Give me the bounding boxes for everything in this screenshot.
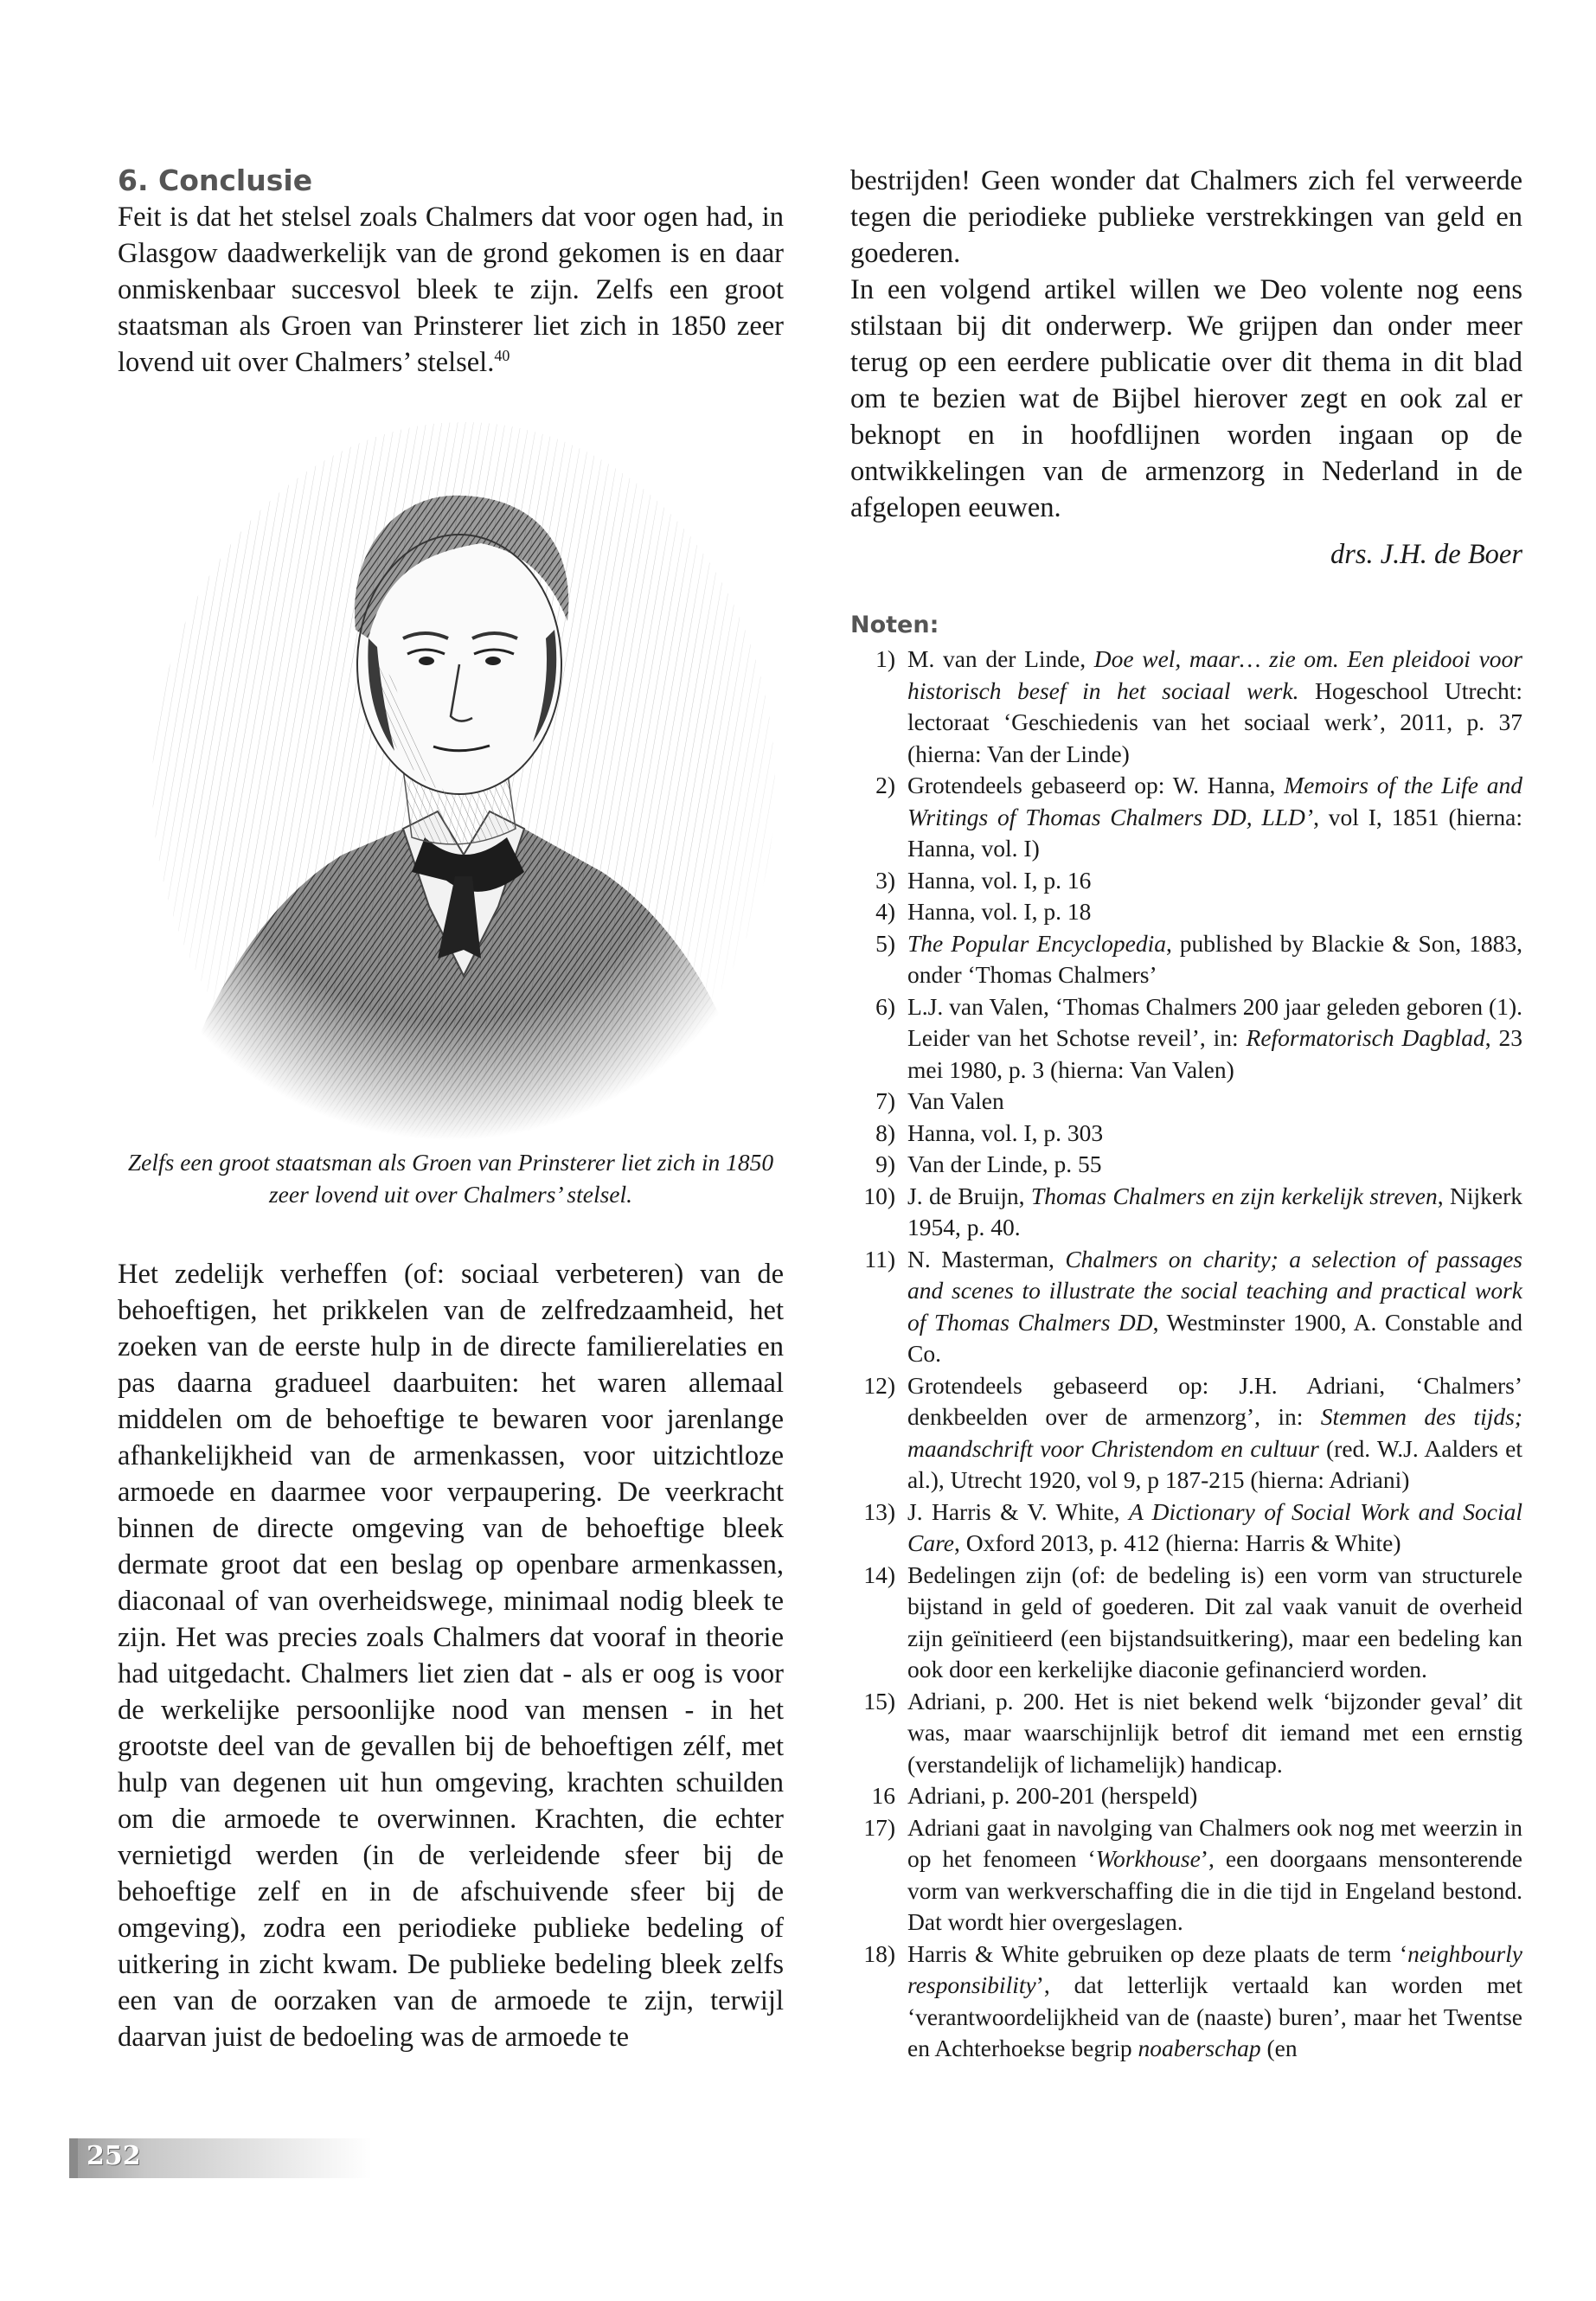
left-column-top — [118, 163, 784, 381]
note-text: Harris & White gebruiken op deze plaats de term ‘neighbourly responsibility’, dat letterlijk vertaald kan worden met ‘verantwoordelijkheid van de (naaste) buren’, maar het Twentse en Achterhoekse begrip noaberschap (en — [907, 1939, 1522, 2061]
note-item — [850, 1118, 1522, 1150]
note-number: 3) — [875, 866, 895, 894]
note-number: 7) — [875, 1087, 895, 1114]
note-item — [850, 1244, 1522, 1370]
note-text: Bedelingen zijn (of: de bedeling is) een vorm van structurele bijstand in geld of goederen. Dit zal vaak vanuit de overheid zijn geïnitieerd (een bijstandsuitkering), maar een bedeling kan ook door een kerkelijke diaconie gefinancierd worden. — [907, 1561, 1522, 1682]
note-text: Hanna, vol. I, p. 18 — [907, 898, 1092, 925]
note-text: Van Valen — [907, 1087, 1004, 1114]
note-text: Hanna, vol. I, p. 16 — [907, 866, 1092, 894]
note-text: Grotendeels gebaseerd op: J.H. Adriani, ‘Chalmers’ denkbeelden over de armenzorg’, in: Stemmen des tijds; maandschrift voor Christendom en cultuur (red. W.J. Aalders et al.), Utrecht 1920, vol 9, p 187-215 (hierna: Adriani) — [907, 1371, 1522, 1493]
intro-text: Feit is dat het stelsel zoals Chalmers dat voor ogen had, in Glasgow daadwerkelijk van de grond gekomen is en daar onmiskenbaar succesvol bleek te zijn. Zelfs een groot staatsman als Groen van Prinsterer liet zich in 1850 zeer lovend uit over Chalmers’ stelsel. — [118, 202, 784, 378]
note-text: L.J. van Valen, ‘Thomas Chalmers 200 jaar geleden geboren (1). Leider van het Schotse reveil’, in: Reformatorisch Dagblad, 23 mei 1980, p. 3 (hierna: Van Valen) — [907, 992, 1522, 1083]
note-number: 10) — [863, 1182, 895, 1209]
note-text: J. Harris & V. White, A Dictionary of Social Work and Social Care, Oxford 2013, p. 412 (hierna: Harris & White) — [907, 1497, 1522, 1556]
note-item — [850, 1560, 1522, 1686]
note-item — [850, 1686, 1522, 1781]
notes-title: Noten: — [850, 612, 939, 638]
notes-section — [850, 611, 1522, 2065]
note-item — [850, 896, 1522, 928]
note-item — [850, 644, 1522, 770]
note-text: J. de Bruijn, Thomas Chalmers en zijn kerkelijk streven, Nijkerk 1954, p. 40. — [907, 1182, 1522, 1240]
note-number: 12) — [863, 1371, 895, 1399]
note-number: 13) — [863, 1497, 895, 1525]
note-number: 6) — [875, 992, 895, 1020]
section-title: 6. Conclusie — [118, 163, 313, 197]
note-item — [850, 865, 1522, 897]
note-item — [850, 1497, 1522, 1560]
note-number: 1) — [875, 645, 895, 672]
note-text: Hanna, vol. I, p. 303 — [907, 1118, 1104, 1146]
note-number: 9) — [875, 1150, 895, 1177]
note-text: Adriani gaat in navolging van Chalmers ook nog met weerzin in op het fenomeen ‘Workhouse’, een doorgaans mensonterende vorm van werkverschaffing die in die tijd in Engeland bestond. Dat wordt hier overgeslagen. — [907, 1813, 1522, 1935]
note-item — [850, 1181, 1522, 1244]
note-item — [850, 1370, 1522, 1497]
continuation-paragraph-2: In een volgend artikel willen we Deo volente nog eens stilstaan bij dit onderwerp. We grijpen dan onder meer terug op een eerdere publicatie over dit thema in dit blad om te bezien wat de Bijbel hierover zegt en ook zal er beknopt en in hoofdlijnen worden ingaan op de ontwikkelingen van de armenzorg in Nederland in de afgelopen eeuwen. — [850, 274, 1522, 523]
page-number: 252 — [87, 2141, 141, 2171]
body-paragraph: Het zedelijk verheffen (of: sociaal verbeteren) van de behoeftigen, het prikkelen van de zelfredzaamheid, het zoeken van de eerste hulp in de directe familierelaties en pas daarna gradueel daarbuiten: het waren allemaal middelen om de behoeftige te bewaren voor jarenlange afhankelijkheid van de armenkassen, voor uitzichtloze armoede en daarmee voor verpaupering. De veerkracht binnen de directe omgeving van de behoeftige bleek dermate groot dat een beslag op openbare armenkassen, diaconaal of van overheidswege, minimaal nodig bleek te zijn. Het was precies zoals Chalmers dat vooraf in theorie had uitgedacht. Chalmers liet zien dat - als er oog is voor de werkelijke persoonlijke nood van mensen - in het grootste deel van de gevallen bij de behoeftigen zélf, met hulp van degenen uit hun omgeving, krachten schuilden om die armoede te overwinnen. Krachten, die echter vernietigd werden (in de verleidende sfeer bij de behoeftige zelf en in de afschuivende sfeer bij de omgeving), zodra een periodieke publieke bedeling of uitkering in zicht kwam. De publieke bedeling bleek zelfs een van de oorzaken van de armoede te zijn, terwijl daarvan juist de bedoeling was de armoede te — [118, 1259, 784, 2053]
note-text: Adriani, p. 200-201 (herspeld) — [907, 1782, 1198, 1809]
note-text: Adriani, p. 200. Het is niet bekend welk ‘bijzonder geval’ dit was, maar waarschijnlijk betrof dit iemand met een ernstig (verstandelijk of lichamelijk) handicap. — [907, 1687, 1522, 1778]
note-number: 15) — [863, 1687, 895, 1715]
note-number: 14) — [863, 1561, 895, 1588]
continuation-paragraph-1: bestrijden! Geen wonder dat Chalmers zich fel verweerde tegen die periodieke publieke verstrekkingen van geld en goederen. — [850, 165, 1522, 269]
note-text: Van der Linde, p. 55 — [907, 1150, 1102, 1177]
portrait-engraving — [118, 422, 784, 1140]
note-item — [850, 991, 1522, 1086]
figure-caption: Zelfs een groot staatsman als Groen van Prinsterer liet zich in 1850 zeer lovend uit over Chalmers’ stelsel. — [127, 1149, 774, 1208]
note-number: 4) — [875, 898, 895, 925]
page-number-stripe — [69, 2138, 78, 2178]
author-signature: drs. J.H. de Boer — [1330, 539, 1522, 570]
intro-paragraph — [118, 199, 784, 381]
notes-list — [850, 644, 1522, 2065]
note-number: 5) — [875, 929, 895, 957]
note-number: 17) — [863, 1813, 895, 1841]
note-item — [850, 1939, 1522, 2065]
note-number: 11) — [864, 1245, 895, 1272]
note-text: M. van der Linde, Doe wel, maar… zie om. Een pleidooi voor historisch besef in het sociaal werk. Hogeschool Utrecht: lectoraat ‘Geschiedenis van het sociaal werk’, 2011, p. 37 (hierna: Van der Linde) — [907, 645, 1523, 767]
note-number: 16 — [871, 1782, 895, 1809]
note-text: N. Masterman, Chalmers on charity; a selection of passages and scenes to illustrate the social teaching and practical work of Thomas Chalmers DD, Westminster 1900, A. Constable and Co. — [907, 1245, 1522, 1367]
note-number: 18) — [863, 1939, 895, 1967]
note-item — [850, 1149, 1522, 1181]
footnote-ref: 40 — [494, 347, 510, 365]
note-item — [850, 770, 1522, 865]
note-item — [850, 1780, 1522, 1812]
note-item — [850, 1086, 1522, 1118]
note-number: 2) — [875, 772, 895, 798]
left-column-body — [118, 1256, 784, 2055]
note-item — [850, 1812, 1522, 1939]
note-text: Grotendeels gebaseerd op: W. Hanna, Memoirs of the Life and Writings of Thomas Chalmers DD, LLD’, vol I, 1851 (hierna: Hanna, vol. I) — [907, 772, 1522, 862]
right-column-top — [850, 163, 1522, 573]
note-number: 8) — [875, 1118, 895, 1146]
note-text: The Popular Encyclopedia, published by Blackie & Son, 1883, onder ‘Thomas Chalmers’ — [907, 929, 1522, 988]
note-item — [850, 928, 1522, 991]
